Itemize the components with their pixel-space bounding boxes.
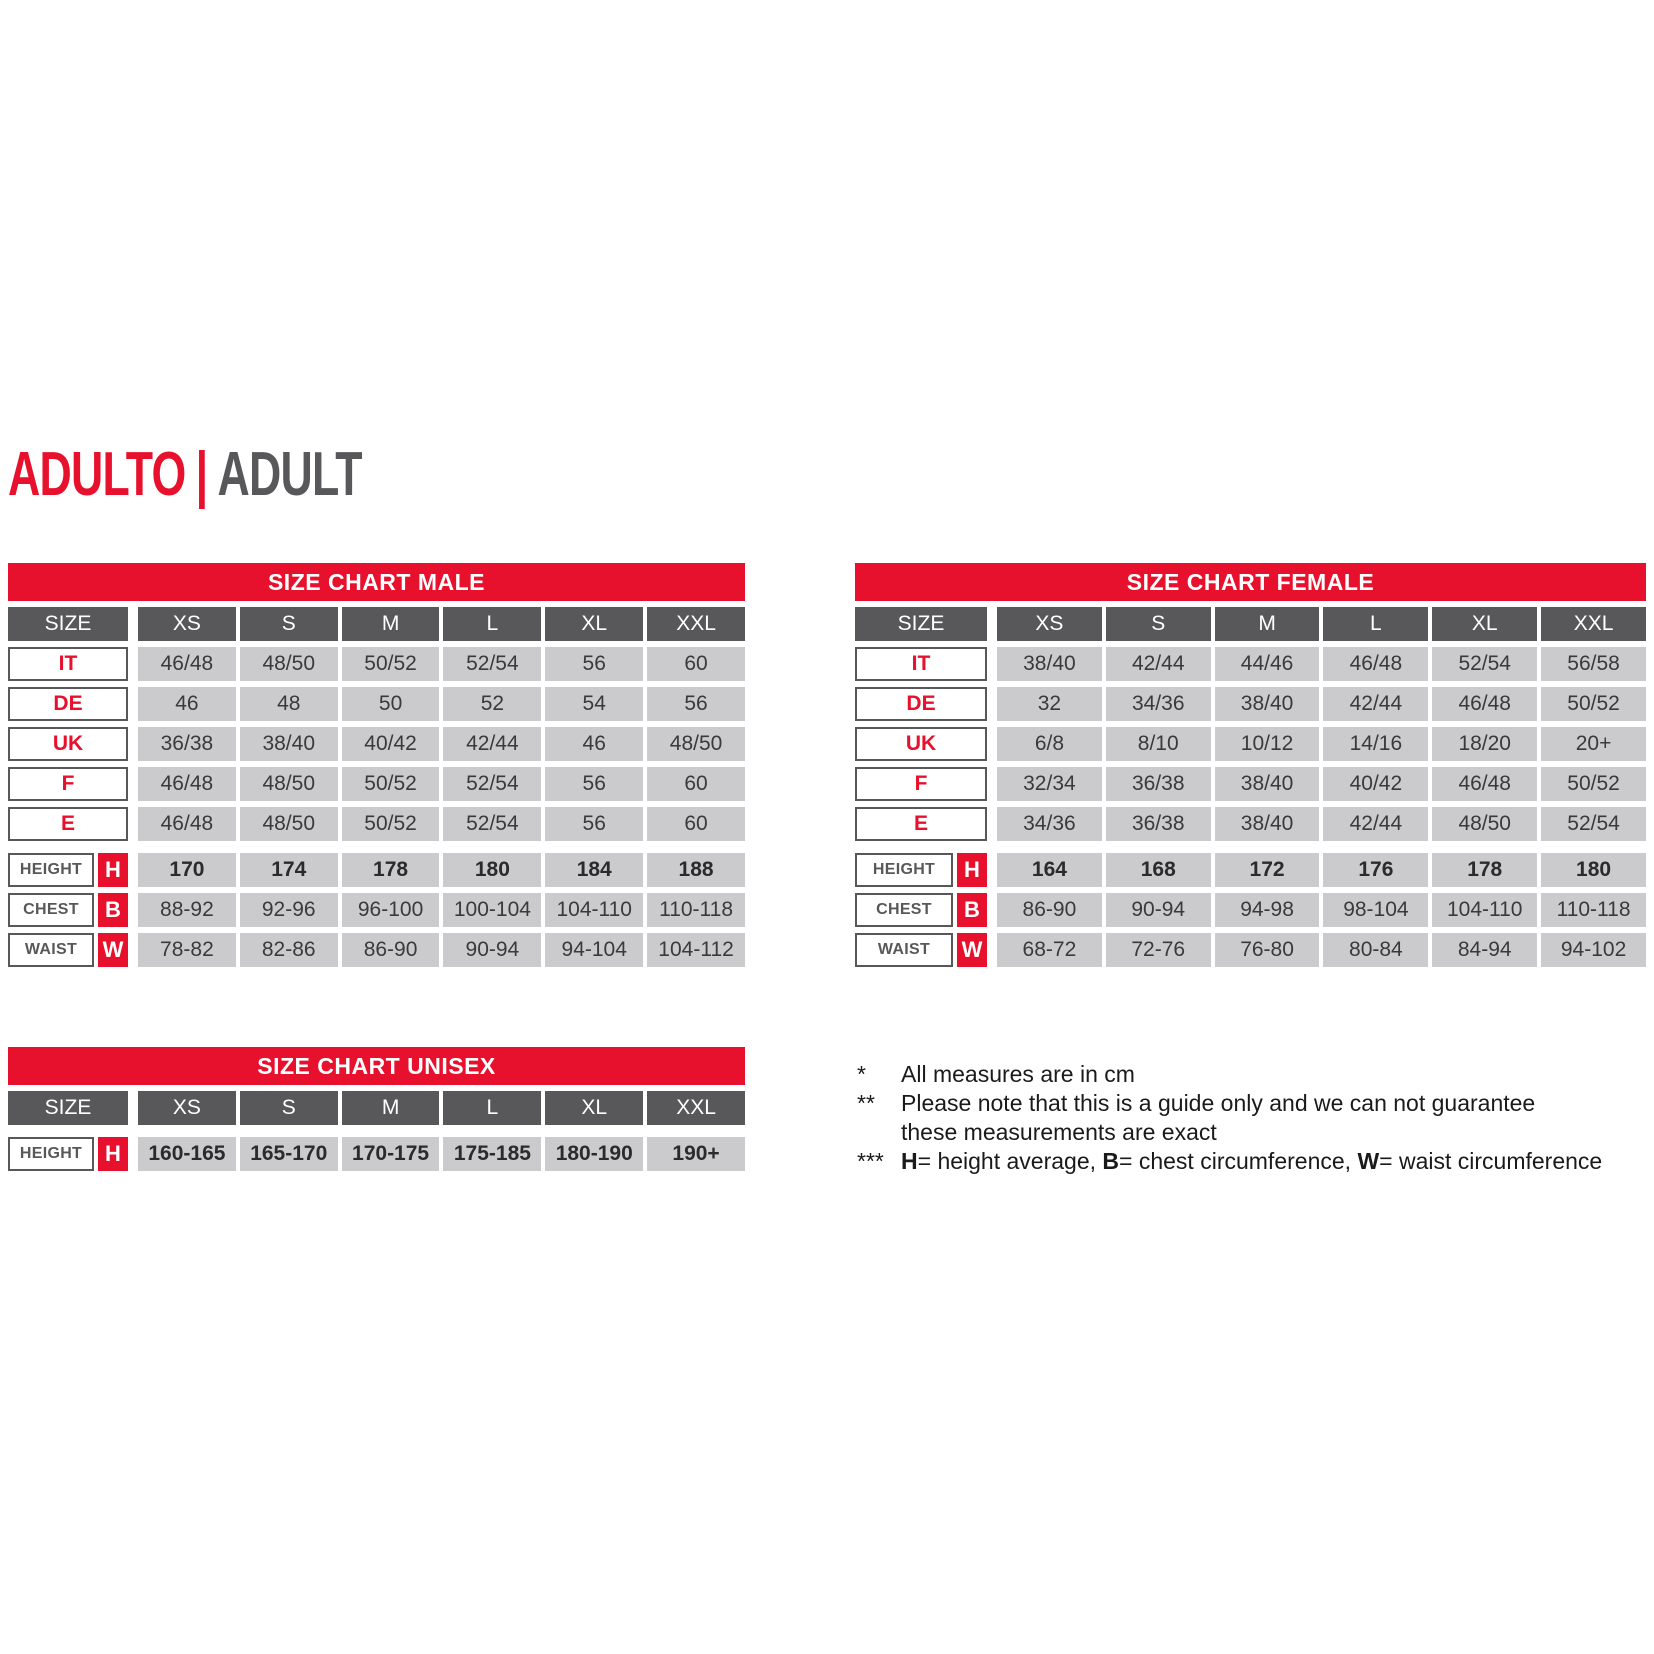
size-value-cell: 42/44 bbox=[1323, 807, 1428, 841]
metric-value-cell: 94-104 bbox=[545, 933, 643, 967]
size-value-cell: 46/48 bbox=[1432, 687, 1537, 721]
size-value-cell: 38/40 bbox=[1215, 687, 1320, 721]
table-row bbox=[8, 767, 745, 801]
size-value-cell: 42/44 bbox=[1323, 687, 1428, 721]
table-row bbox=[8, 727, 745, 761]
metric-name-cell: HEIGHT bbox=[855, 853, 953, 887]
footnote-text bbox=[901, 1060, 1617, 1089]
metric-letter-badge: H bbox=[957, 853, 987, 887]
metric-value-cell: 90-94 bbox=[1106, 893, 1211, 927]
metric-letter-badge: B bbox=[957, 893, 987, 927]
footnote-line bbox=[857, 1089, 1617, 1147]
table-row bbox=[855, 647, 1646, 681]
size-value-cell: 38/40 bbox=[1215, 807, 1320, 841]
size-value-cell: 42/44 bbox=[443, 727, 541, 761]
metric-row bbox=[8, 933, 745, 967]
column-header-cell: M bbox=[342, 1091, 440, 1125]
row-label-cell: F bbox=[8, 767, 128, 801]
column-header-cell: XS bbox=[138, 607, 236, 641]
column-header-cell: M bbox=[1215, 607, 1320, 641]
metric-label bbox=[855, 893, 987, 927]
size-chart-female-title: SIZE CHART FEMALE bbox=[855, 563, 1646, 601]
metric-row bbox=[8, 893, 745, 927]
size-header-cell: SIZE bbox=[8, 1091, 128, 1125]
size-value-cell: 44/46 bbox=[1215, 647, 1320, 681]
column-header-cell: XL bbox=[545, 1091, 643, 1125]
metric-label bbox=[855, 853, 987, 887]
size-value-cell: 14/16 bbox=[1323, 727, 1428, 761]
row-label-cell: F bbox=[855, 767, 987, 801]
footnote-marker: *** bbox=[857, 1148, 884, 1174]
footnote-text-segment: H bbox=[901, 1148, 918, 1174]
size-value-cell: 34/36 bbox=[997, 807, 1102, 841]
metric-value-cell: 170-175 bbox=[342, 1137, 440, 1171]
size-value-cell: 48/50 bbox=[240, 807, 338, 841]
column-header-cell: XXL bbox=[647, 1091, 745, 1125]
row-label-cell: UK bbox=[8, 727, 128, 761]
metric-value-cell: 80-84 bbox=[1323, 933, 1428, 967]
metric-name-cell: CHEST bbox=[8, 893, 94, 927]
metric-value-cell: 82-86 bbox=[240, 933, 338, 967]
metric-value-cell: 110-118 bbox=[1541, 893, 1646, 927]
size-value-cell: 50/52 bbox=[1541, 687, 1646, 721]
metric-row bbox=[855, 853, 1646, 887]
metric-value-cell: 165-170 bbox=[240, 1137, 338, 1171]
footnote-line bbox=[857, 1060, 1617, 1089]
size-value-cell: 36/38 bbox=[1106, 767, 1211, 801]
size-value-cell: 48/50 bbox=[240, 767, 338, 801]
column-header-cell: XS bbox=[138, 1091, 236, 1125]
size-value-cell: 56/58 bbox=[1541, 647, 1646, 681]
size-value-cell: 48 bbox=[240, 687, 338, 721]
size-value-cell: 50/52 bbox=[1541, 767, 1646, 801]
row-label-cell: IT bbox=[855, 647, 987, 681]
size-value-cell: 38/40 bbox=[240, 727, 338, 761]
metric-value-cell: 172 bbox=[1215, 853, 1320, 887]
size-value-cell: 40/42 bbox=[1323, 767, 1428, 801]
column-header-cell: XL bbox=[1432, 607, 1537, 641]
size-value-cell: 52/54 bbox=[443, 647, 541, 681]
size-chart-male-table bbox=[8, 563, 745, 967]
size-value-cell: 52/54 bbox=[443, 767, 541, 801]
size-value-cell: 40/42 bbox=[342, 727, 440, 761]
metric-value-cell: 160-165 bbox=[138, 1137, 236, 1171]
footnote-text-segment: = chest circumference, bbox=[1119, 1148, 1358, 1174]
footnote-marker: * bbox=[857, 1061, 866, 1087]
size-value-cell: 50/52 bbox=[342, 807, 440, 841]
metric-value-cell: 98-104 bbox=[1323, 893, 1428, 927]
size-value-cell: 34/36 bbox=[1106, 687, 1211, 721]
page-title bbox=[8, 440, 362, 509]
metric-value-cell: 100-104 bbox=[443, 893, 541, 927]
column-header-row bbox=[855, 607, 1646, 641]
metric-value-cell: 104-110 bbox=[1432, 893, 1537, 927]
metric-value-cell: 68-72 bbox=[997, 933, 1102, 967]
metric-value-cell: 86-90 bbox=[997, 893, 1102, 927]
footnote-text-segment: = waist circumference bbox=[1379, 1148, 1603, 1174]
size-chart-unisex-table bbox=[8, 1047, 745, 1171]
metric-value-cell: 104-112 bbox=[647, 933, 745, 967]
row-label-cell: DE bbox=[8, 687, 128, 721]
size-value-cell: 52 bbox=[443, 687, 541, 721]
table-row bbox=[8, 807, 745, 841]
footnote-text bbox=[901, 1147, 1617, 1176]
metric-value-cell: 176 bbox=[1323, 853, 1428, 887]
metric-letter-badge: H bbox=[98, 853, 128, 887]
metric-value-cell: 184 bbox=[545, 853, 643, 887]
size-chart-male-body bbox=[8, 607, 745, 967]
metric-letter-badge: W bbox=[957, 933, 987, 967]
size-value-cell: 46/48 bbox=[138, 767, 236, 801]
metric-row bbox=[8, 1137, 745, 1171]
metric-name-cell: HEIGHT bbox=[8, 853, 94, 887]
footnote-text-segment: W bbox=[1357, 1148, 1380, 1174]
size-value-cell: 60 bbox=[647, 767, 745, 801]
size-value-cell: 48/50 bbox=[240, 647, 338, 681]
metric-label bbox=[8, 853, 128, 887]
page-title-primary: ADULTO bbox=[8, 440, 186, 509]
metric-name-cell: WAIST bbox=[855, 933, 953, 967]
row-label-cell: DE bbox=[855, 687, 987, 721]
size-value-cell: 56 bbox=[545, 647, 643, 681]
metric-value-cell: 76-80 bbox=[1215, 933, 1320, 967]
footnotes bbox=[857, 1060, 1617, 1176]
metric-value-cell: 178 bbox=[342, 853, 440, 887]
size-value-cell: 50/52 bbox=[342, 647, 440, 681]
table-row bbox=[8, 647, 745, 681]
size-value-cell: 56 bbox=[545, 767, 643, 801]
size-value-cell: 50 bbox=[342, 687, 440, 721]
metric-value-cell: 180 bbox=[1541, 853, 1646, 887]
metric-value-cell: 170 bbox=[138, 853, 236, 887]
footnote-text-line: Please note that this is a guide only and we can not guarantee bbox=[901, 1090, 1536, 1116]
metric-value-cell: 175-185 bbox=[443, 1137, 541, 1171]
column-header-row bbox=[8, 1091, 745, 1125]
column-header-cell: S bbox=[1106, 607, 1211, 641]
metric-value-cell: 72-76 bbox=[1106, 933, 1211, 967]
metric-name-cell: WAIST bbox=[8, 933, 94, 967]
footnote-text bbox=[901, 1089, 1617, 1147]
size-value-cell: 6/8 bbox=[997, 727, 1102, 761]
size-value-cell: 32 bbox=[997, 687, 1102, 721]
size-value-cell: 38/40 bbox=[997, 647, 1102, 681]
column-header-cell: XXL bbox=[1541, 607, 1646, 641]
size-value-cell: 48/50 bbox=[647, 727, 745, 761]
metric-label bbox=[8, 933, 128, 967]
metric-value-cell: 88-92 bbox=[138, 893, 236, 927]
metric-letter-badge: B bbox=[98, 893, 128, 927]
size-chart-unisex-body bbox=[8, 1091, 745, 1171]
size-value-cell: 46/48 bbox=[138, 807, 236, 841]
metric-value-cell: 188 bbox=[647, 853, 745, 887]
metric-label bbox=[8, 1137, 128, 1171]
table-row bbox=[8, 687, 745, 721]
metric-value-cell: 168 bbox=[1106, 853, 1211, 887]
size-value-cell: 52/54 bbox=[1432, 647, 1537, 681]
size-header-cell: SIZE bbox=[8, 607, 128, 641]
size-value-cell: 36/38 bbox=[1106, 807, 1211, 841]
size-value-cell: 48/50 bbox=[1432, 807, 1537, 841]
metric-value-cell: 86-90 bbox=[342, 933, 440, 967]
size-value-cell: 36/38 bbox=[138, 727, 236, 761]
size-value-cell: 46 bbox=[545, 727, 643, 761]
size-value-cell: 54 bbox=[545, 687, 643, 721]
row-group-spacer bbox=[8, 1125, 745, 1131]
size-chart-female-body bbox=[855, 607, 1646, 967]
row-label-cell: E bbox=[8, 807, 128, 841]
column-header-cell: L bbox=[443, 1091, 541, 1125]
table-row bbox=[855, 767, 1646, 801]
size-value-cell: 32/34 bbox=[997, 767, 1102, 801]
metric-value-cell: 92-96 bbox=[240, 893, 338, 927]
metric-value-cell: 164 bbox=[997, 853, 1102, 887]
table-row bbox=[855, 727, 1646, 761]
metric-value-cell: 84-94 bbox=[1432, 933, 1537, 967]
footnote-text-line: All measures are in cm bbox=[901, 1061, 1135, 1087]
size-chart-male-title: SIZE CHART MALE bbox=[8, 563, 745, 601]
table-row bbox=[855, 687, 1646, 721]
metric-label bbox=[855, 933, 987, 967]
footnote-text-line: these measurements are exact bbox=[901, 1119, 1217, 1145]
metric-name-cell: HEIGHT bbox=[8, 1137, 94, 1171]
size-value-cell: 56 bbox=[647, 687, 745, 721]
title-separator: | bbox=[195, 440, 208, 509]
column-header-cell: XXL bbox=[647, 607, 745, 641]
page-title-secondary: ADULT bbox=[217, 440, 362, 509]
metric-row bbox=[855, 933, 1646, 967]
metric-value-cell: 178 bbox=[1432, 853, 1537, 887]
footnote-text-segment: = height average, bbox=[917, 1148, 1103, 1174]
metric-value-cell: 174 bbox=[240, 853, 338, 887]
size-value-cell: 42/44 bbox=[1106, 647, 1211, 681]
metric-value-cell: 78-82 bbox=[138, 933, 236, 967]
metric-value-cell: 94-98 bbox=[1215, 893, 1320, 927]
metric-label bbox=[8, 893, 128, 927]
footnote-marker: ** bbox=[857, 1090, 875, 1116]
size-value-cell: 10/12 bbox=[1215, 727, 1320, 761]
metric-value-cell: 180-190 bbox=[545, 1137, 643, 1171]
metric-letter-badge: W bbox=[98, 933, 128, 967]
column-header-cell: S bbox=[240, 1091, 338, 1125]
size-value-cell: 52/54 bbox=[443, 807, 541, 841]
size-value-cell: 46/48 bbox=[1323, 647, 1428, 681]
size-value-cell: 20+ bbox=[1541, 727, 1646, 761]
size-value-cell: 18/20 bbox=[1432, 727, 1537, 761]
row-group-spacer bbox=[855, 841, 1646, 847]
column-header-cell: S bbox=[240, 607, 338, 641]
footnote-text-segment: B bbox=[1102, 1148, 1120, 1174]
table-row bbox=[855, 807, 1646, 841]
metric-value-cell: 94-102 bbox=[1541, 933, 1646, 967]
row-label-cell: UK bbox=[855, 727, 987, 761]
size-value-cell: 46/48 bbox=[138, 647, 236, 681]
metric-row bbox=[855, 893, 1646, 927]
size-value-cell: 60 bbox=[647, 647, 745, 681]
column-header-cell: XL bbox=[545, 607, 643, 641]
size-header-cell: SIZE bbox=[855, 607, 987, 641]
row-group-spacer bbox=[8, 841, 745, 847]
metric-letter-badge: H bbox=[98, 1137, 128, 1171]
metric-value-cell: 110-118 bbox=[647, 893, 745, 927]
size-chart-unisex-title: SIZE CHART UNISEX bbox=[8, 1047, 745, 1085]
metric-row bbox=[8, 853, 745, 887]
size-value-cell: 8/10 bbox=[1106, 727, 1211, 761]
metric-value-cell: 180 bbox=[443, 853, 541, 887]
size-value-cell: 56 bbox=[545, 807, 643, 841]
column-header-cell: XS bbox=[997, 607, 1102, 641]
metric-value-cell: 190+ bbox=[647, 1137, 745, 1171]
column-header-row bbox=[8, 607, 745, 641]
size-value-cell: 50/52 bbox=[342, 767, 440, 801]
row-label-cell: IT bbox=[8, 647, 128, 681]
size-value-cell: 60 bbox=[647, 807, 745, 841]
metric-value-cell: 104-110 bbox=[545, 893, 643, 927]
footnote-line bbox=[857, 1147, 1617, 1176]
size-chart-female-table bbox=[855, 563, 1646, 967]
row-label-cell: E bbox=[855, 807, 987, 841]
metric-value-cell: 90-94 bbox=[443, 933, 541, 967]
column-header-cell: L bbox=[1323, 607, 1428, 641]
metric-name-cell: CHEST bbox=[855, 893, 953, 927]
column-header-cell: M bbox=[342, 607, 440, 641]
size-value-cell: 46/48 bbox=[1432, 767, 1537, 801]
column-header-cell: L bbox=[443, 607, 541, 641]
metric-value-cell: 96-100 bbox=[342, 893, 440, 927]
size-value-cell: 52/54 bbox=[1541, 807, 1646, 841]
size-value-cell: 38/40 bbox=[1215, 767, 1320, 801]
size-value-cell: 46 bbox=[138, 687, 236, 721]
